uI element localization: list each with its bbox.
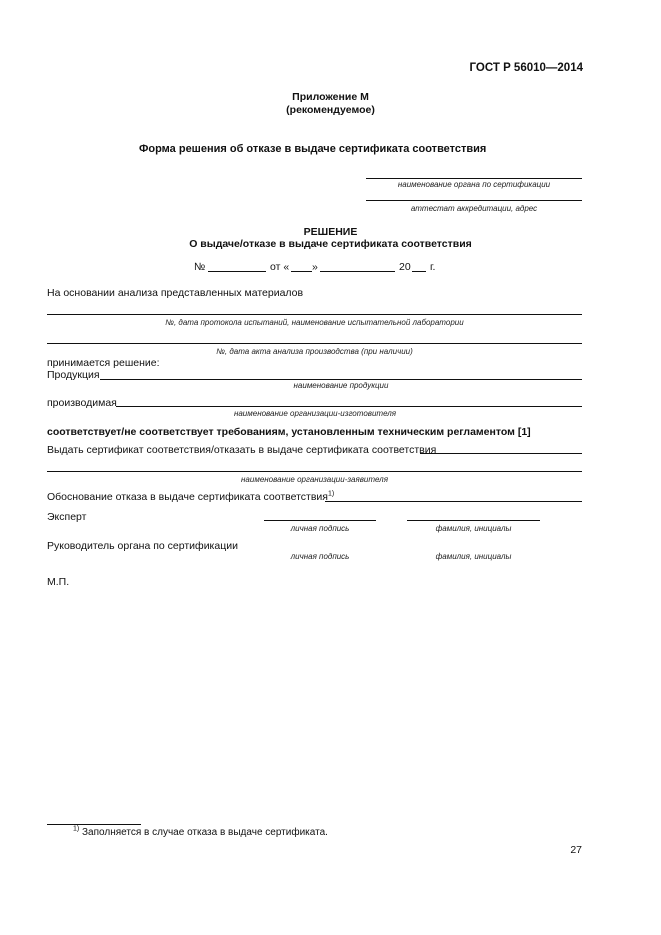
- authority-name-line: [366, 178, 582, 179]
- appendix-title: Приложение М: [292, 91, 369, 103]
- refusal-text: Обоснование отказа в выдаче сертификата соответствия$^{1)}$: [47, 490, 335, 503]
- expert-signature-caption: личная подпись: [290, 524, 350, 533]
- decision-title: РЕШЕНИЕ: [303, 226, 358, 238]
- year-suffix: г.: [430, 261, 436, 273]
- issue-line: [420, 453, 582, 454]
- footnote: [73, 827, 328, 838]
- produced-caption: наименование организации-изготовителя: [233, 409, 397, 418]
- footnote-text: Заполняется в случае отказа в выдаче сертификата.: [82, 827, 328, 838]
- applicant-caption: наименование организации-заявителя: [241, 475, 388, 484]
- expert-signature-line: [264, 520, 376, 521]
- date-day-line: [291, 271, 312, 272]
- head-name-caption: фамилия, инициалы: [435, 552, 512, 561]
- expert-name-line: [407, 520, 540, 521]
- basis-caption-1: №, дата протокола испытаний, наименование испытательной лаборатории: [165, 318, 464, 327]
- compliance-text: соответствует/не соответствует требованиям, установленным техническим регламентом [1]: [47, 426, 531, 438]
- footnote-mark: 1): [73, 825, 80, 833]
- refusal-line: [325, 501, 582, 502]
- year-line: [412, 271, 426, 272]
- date-from-label: от «: [270, 261, 290, 273]
- appendix-subtitle: (рекомендуемое): [286, 104, 375, 116]
- basis-text: На основании анализа представленных материалов: [47, 287, 304, 299]
- product-line: [100, 379, 582, 380]
- date-quote-close: »: [312, 261, 318, 273]
- produced-line: [116, 406, 582, 407]
- year-prefix: 20: [399, 261, 411, 273]
- head-label: Руководитель органа по сертификации: [47, 540, 238, 552]
- basis-line-2: [47, 343, 582, 344]
- expert-label: Эксперт: [47, 511, 87, 523]
- decision-made-label: принимается решение:: [47, 357, 160, 369]
- footnote-separator: [47, 824, 141, 825]
- date-month-line: [320, 271, 395, 272]
- decision-subtitle: О выдаче/отказе в выдаче сертификата соответствия: [189, 238, 472, 250]
- produced-label: производимая: [47, 397, 117, 409]
- standard-number: ГОСТ Р 56010—2014: [469, 62, 583, 74]
- refusal-footnote-mark: 1): [327, 490, 335, 498]
- product-label: Продукция: [47, 369, 100, 381]
- number-label: №: [194, 261, 206, 273]
- applicant-line: [47, 471, 582, 472]
- head-signature-caption: личная подпись: [290, 552, 350, 561]
- basis-caption-2: №, дата акта анализа производства (при наличии): [216, 347, 413, 356]
- attestat-line: [366, 200, 582, 201]
- basis-line-1: [47, 314, 582, 315]
- page-number: 27: [570, 844, 582, 856]
- form-title: Форма решения об отказе в выдаче сертификата соответствия: [139, 143, 487, 155]
- stamp-label: М.П.: [47, 576, 70, 588]
- authority-name-caption: наименование органа по сертификации: [397, 180, 551, 189]
- product-caption: наименование продукции: [293, 381, 389, 390]
- attestat-caption: аттестат аккредитации, адрес: [410, 204, 538, 213]
- issue-text: Выдать сертификат соответствия/отказать в выдаче сертификата соответствия: [47, 444, 437, 456]
- number-line: [208, 271, 266, 272]
- expert-name-caption: фамилия, инициалы: [435, 524, 512, 533]
